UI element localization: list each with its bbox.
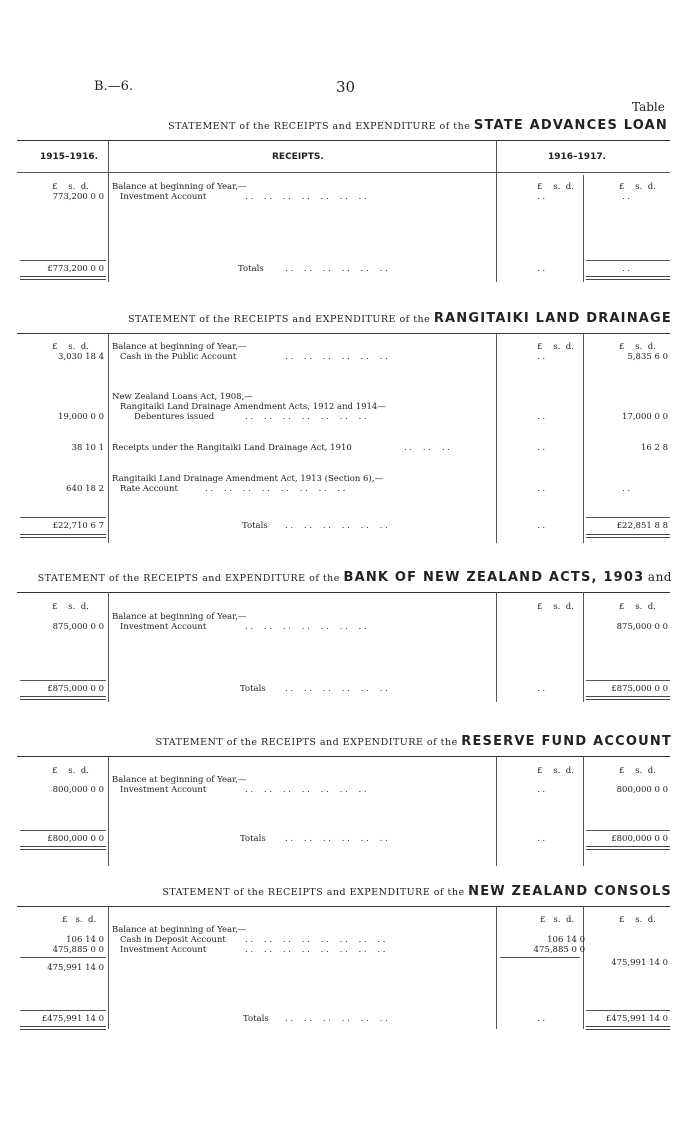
cash-public-account-label: Cash in the Public Account bbox=[120, 352, 237, 362]
title-prefix: STATEMENT of the RECEIPTS and EXPENDITURE of the bbox=[128, 314, 431, 325]
total-1915: £22,710 6 7 bbox=[52, 521, 104, 531]
dots: . . bbox=[537, 412, 546, 422]
page-number: 30 bbox=[336, 78, 356, 96]
title-bold: BANK OF NEW ZEALAND ACTS, 1903 bbox=[343, 570, 645, 585]
statement-title-nz-consols bbox=[162, 884, 672, 899]
amount-1916: 5,835 6 0 bbox=[627, 352, 668, 362]
investment-account-label: Investment Account bbox=[120, 785, 207, 795]
lsd-header: £ s. d. bbox=[62, 915, 97, 925]
leader-dots: . . . . . . . . . . . . bbox=[285, 264, 388, 274]
leader-dots: . . . . . . . . . . . . bbox=[285, 1014, 388, 1024]
amount-1915: 19,000 0 0 bbox=[58, 412, 104, 422]
leader-dots: . . . . . . . . . . . . . . . . bbox=[245, 945, 386, 955]
title-bold: RANGITAIKI LAND DRAINAGE bbox=[433, 311, 672, 326]
amount-1915: 38 10 1 bbox=[71, 443, 104, 453]
balance-heading: Balance at beginning of Year,— bbox=[112, 925, 247, 935]
lsd-header: £ s. d. bbox=[619, 182, 656, 192]
column-header-1916: 1916–1917. bbox=[548, 152, 607, 162]
statement-title-bank-nz bbox=[38, 570, 672, 585]
title-bold: RESERVE FUND ACCOUNT bbox=[461, 734, 672, 749]
statement-title-rangitaiki bbox=[128, 311, 672, 326]
lsd-header: £ s. d. bbox=[540, 915, 575, 925]
totals-label: Totals bbox=[240, 834, 266, 844]
leader-dots: . . . . . . . . . . . . bbox=[285, 684, 388, 694]
title-bold: NEW ZEALAND CONSOLS bbox=[468, 884, 672, 899]
investment-account-label: Investment Account bbox=[120, 945, 207, 955]
report-reference: B.—6. bbox=[94, 79, 134, 94]
total-1916: £875,000 0 0 bbox=[611, 684, 668, 694]
dots: . . bbox=[537, 1014, 546, 1024]
lsd-header: £ s. d. bbox=[52, 766, 89, 776]
totals-label: Totals bbox=[240, 684, 266, 694]
balance-heading: Balance at beginning of Year,— bbox=[112, 342, 247, 352]
dots: . . bbox=[537, 443, 546, 453]
title-prefix: STATEMENT of the RECEIPTS and EXPENDITURE of the bbox=[168, 121, 471, 132]
leader-dots: . . . . . . . . . . . . bbox=[285, 834, 388, 844]
amount-1915: 640 18 2 bbox=[66, 484, 104, 494]
leader-dots: . . . . . . . . . . . . bbox=[285, 352, 388, 362]
lsd-header: £ s. d. bbox=[537, 182, 574, 192]
statement-title-reserve-fund bbox=[155, 734, 672, 749]
dots: . . bbox=[537, 484, 546, 494]
amount-1915: 800,000 0 0 bbox=[52, 785, 104, 795]
dots: . . bbox=[537, 785, 546, 795]
lsd-header: £ s. d. bbox=[537, 602, 574, 612]
leader-dots: . . . . . . . . . . . . . . bbox=[245, 622, 367, 632]
total-1916: £800,000 0 0 bbox=[611, 834, 668, 844]
total-1916: £475,991 14 0 bbox=[605, 1014, 668, 1024]
totals-label: Totals bbox=[238, 264, 264, 274]
leader-dots: . . . . . . bbox=[404, 443, 450, 453]
dots-1916: . . bbox=[537, 192, 546, 202]
dots-1916: . . bbox=[622, 192, 631, 202]
leader-dots: . . . . . . . . . . . . . . bbox=[245, 412, 367, 422]
amount-1916-detail: 106 14 0 bbox=[547, 935, 585, 945]
amend-1913-label: Rangitaiki Land Drainage Amendment Act, 1913 (Section 6),— bbox=[112, 474, 383, 484]
title-bold: STATE ADVANCES LOAN bbox=[473, 118, 668, 133]
nz-loans-act-label: New Zealand Loans Act, 1908,— bbox=[112, 392, 253, 402]
total-1915: £475,991 14 0 bbox=[41, 1014, 104, 1024]
total-1915: £800,000 0 0 bbox=[47, 834, 104, 844]
leader-dots: . . . . . . . . . . . . . . bbox=[245, 785, 367, 795]
balance-heading: Balance at beginning of Year,— bbox=[112, 775, 247, 785]
lsd-header: £ s. d. bbox=[52, 342, 89, 352]
title-prefix: STATEMENT of the RECEIPTS and EXPENDITURE of the bbox=[37, 573, 340, 584]
column-header-1915: 1915–1916. bbox=[40, 152, 99, 162]
investment-account-label: Investment Account bbox=[120, 192, 207, 202]
leader-dots: . . . . . . . . . . . . . . bbox=[245, 192, 367, 202]
leader-dots: . . . . . . . . . . . . . . . . bbox=[245, 935, 386, 945]
total-1915: £875,000 0 0 bbox=[47, 684, 104, 694]
lsd-header: £ s. d. bbox=[619, 342, 656, 352]
amount-1916: 16 2 8 bbox=[640, 443, 668, 453]
dots: . . bbox=[537, 521, 546, 531]
title-suffix: and bbox=[647, 570, 672, 584]
totals-label: Totals bbox=[243, 1014, 269, 1024]
balance-heading: Balance at beginning of Year,— bbox=[112, 612, 247, 622]
lsd-header: £ s. d. bbox=[537, 766, 574, 776]
dots: . . bbox=[537, 264, 546, 274]
leader-dots: . . . . . . . . . . . . bbox=[285, 521, 388, 531]
amount-1915: 3,030 18 4 bbox=[58, 352, 104, 362]
receipts-under-act-label: Receipts under the Rangitaiki Land Drainage Act, 1910 bbox=[112, 443, 352, 453]
statement-title-state-advances bbox=[168, 118, 668, 133]
title-prefix: STATEMENT of the RECEIPTS and EXPENDITURE of the bbox=[162, 887, 465, 898]
total-1916: £22,851 8 8 bbox=[616, 521, 668, 531]
dots: . . bbox=[537, 684, 546, 694]
amount-1916-detail: 475,885 0 0 bbox=[533, 945, 585, 955]
lsd-header: £ s. d. bbox=[52, 602, 89, 612]
title-prefix: STATEMENT of the RECEIPTS and EXPENDITURE of the bbox=[155, 737, 458, 748]
dots: . . bbox=[622, 484, 631, 494]
lsd-header: £ s. d. bbox=[52, 182, 89, 192]
lsd-header: £ s. d. bbox=[619, 766, 656, 776]
amount-1916: 800,000 0 0 bbox=[616, 785, 668, 795]
amount-1915: 106 14 0 bbox=[66, 935, 104, 945]
dots: . . bbox=[537, 352, 546, 362]
debentures-label: Debentures issued bbox=[134, 412, 215, 422]
rate-account-label: Rate Account bbox=[120, 484, 178, 494]
table-label: Table bbox=[632, 100, 665, 114]
lsd-header: £ s. d. bbox=[537, 342, 574, 352]
amount-1915: 475,885 0 0 bbox=[52, 945, 104, 955]
total-1915: £773,200 0 0 bbox=[47, 264, 104, 274]
lsd-header: £ s. d. bbox=[619, 602, 656, 612]
investment-account-label: Investment Account bbox=[120, 622, 207, 632]
balance-heading: Balance at beginning of Year,— bbox=[112, 182, 247, 192]
subtotal-1915: 475,991 14 0 bbox=[47, 963, 104, 973]
column-header-receipts: RECEIPTS. bbox=[272, 152, 324, 162]
amount-1916: 475,991 14 0 bbox=[611, 958, 668, 968]
cash-deposit-account-label: Cash in Deposit Account bbox=[120, 935, 226, 945]
lsd-header: £ s. d. bbox=[619, 915, 656, 925]
amount-1915: 773,200 0 0 bbox=[52, 192, 104, 202]
dots: . . bbox=[537, 834, 546, 844]
dots: . . bbox=[622, 264, 631, 274]
leader-dots: . . . . . . . . . . . . . . . . bbox=[205, 484, 346, 494]
totals-label: Totals bbox=[242, 521, 268, 531]
amount-1915: 875,000 0 0 bbox=[52, 622, 104, 632]
rangitaiki-amend-label: Rangitaiki Land Drainage Amendment Acts, 1912 and 1914— bbox=[120, 402, 386, 412]
amount-1916: 17,000 0 0 bbox=[622, 412, 668, 422]
amount-1916: 875,000 0 0 bbox=[616, 622, 668, 632]
